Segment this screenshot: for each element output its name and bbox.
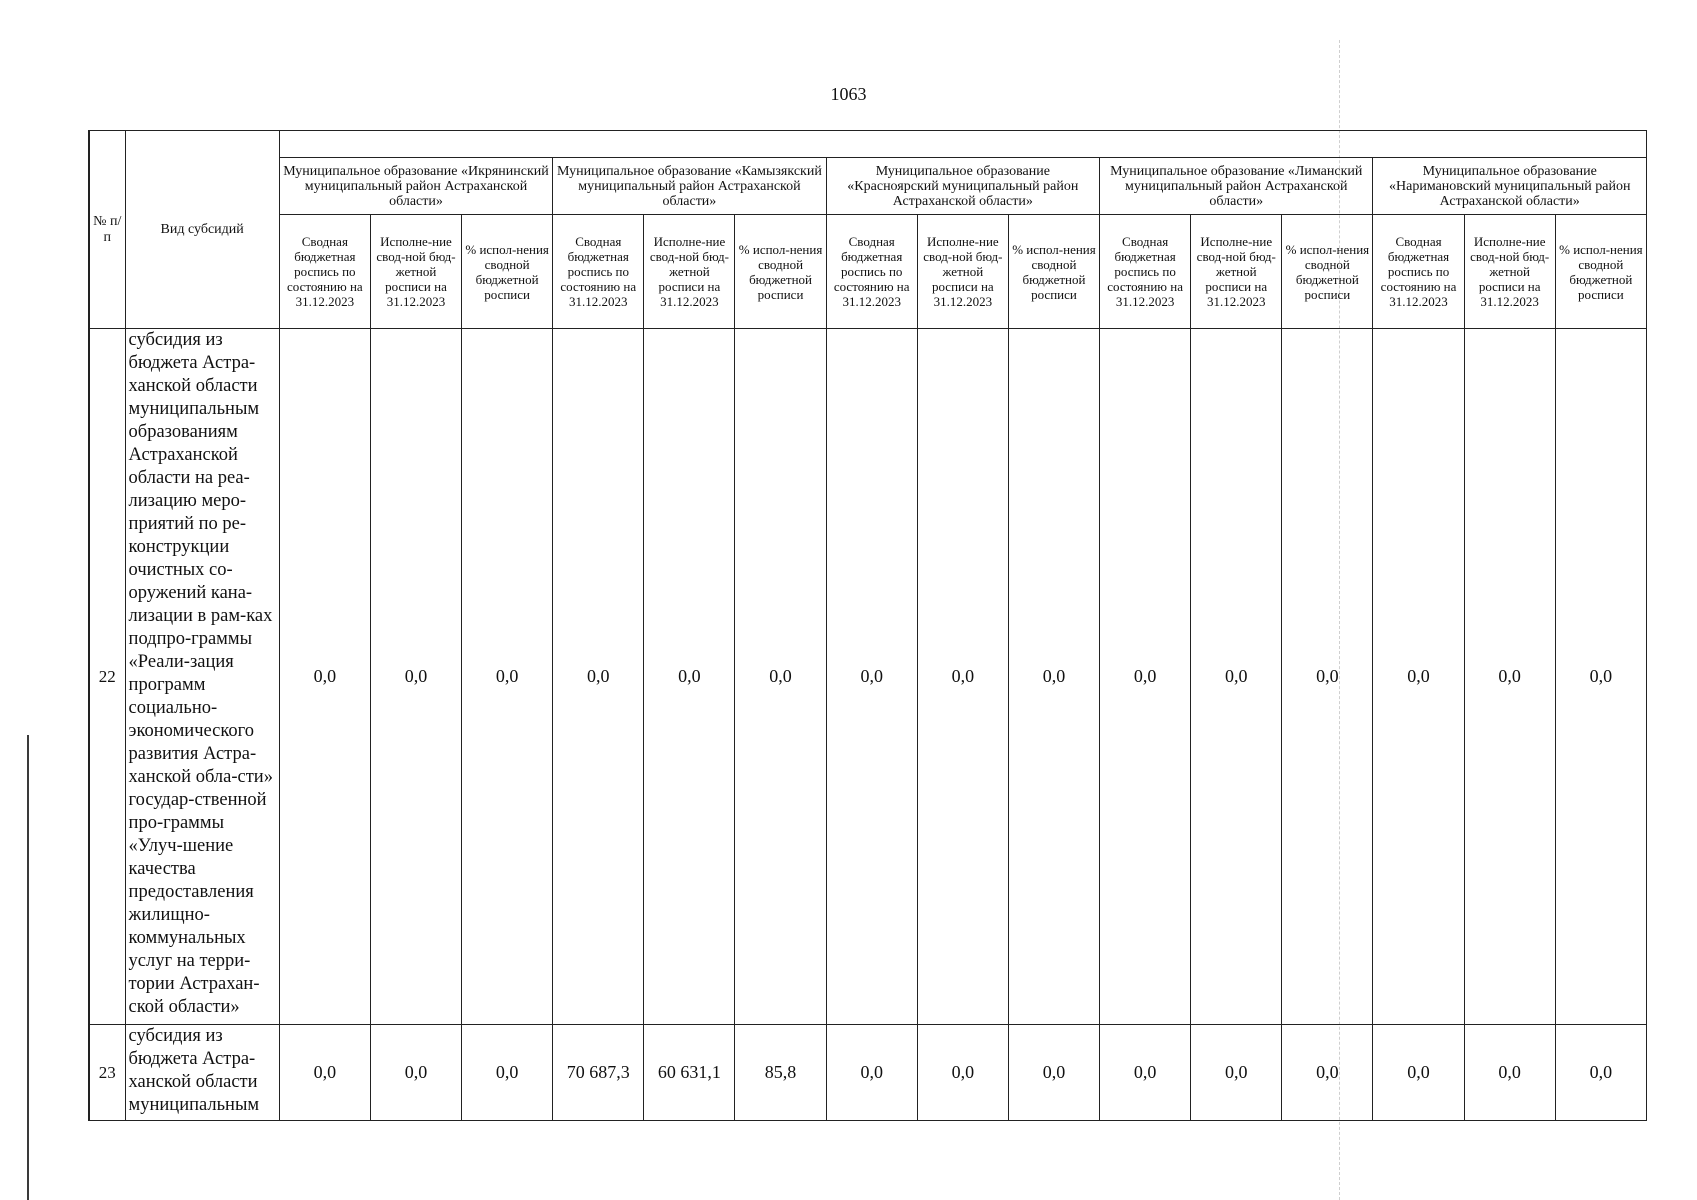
value-cell: 0,0 — [1282, 1025, 1373, 1121]
value-cell: 0,0 — [279, 329, 370, 1025]
value-cell: 0,0 — [1555, 1025, 1646, 1121]
subsidy-table — [88, 130, 1647, 1121]
value-cell: 0,0 — [370, 329, 461, 1025]
value-cell: 0,0 — [1008, 1025, 1099, 1121]
value-cell: 0,0 — [735, 329, 826, 1025]
value-cell: 0,0 — [370, 1025, 461, 1121]
value-cell: 85,8 — [735, 1025, 826, 1121]
table-row — [89, 1025, 1647, 1121]
header-budget-execution: Исполне-ние свод-ной бюд-жетной росписи на 31.12.2023 — [644, 215, 735, 329]
value-cell: 0,0 — [1008, 329, 1099, 1025]
value-cell: 0,0 — [553, 329, 644, 1025]
header-spacer — [279, 131, 1646, 158]
header-budget-execution: Исполне-ние свод-ной бюд-жетной росписи на 31.12.2023 — [1191, 215, 1282, 329]
header-subsidy-type: Вид субсидий — [125, 131, 279, 329]
header-execution-percent: % испол-нения сводной бюджетной росписи — [462, 215, 553, 329]
value-cell: 0,0 — [462, 329, 553, 1025]
value-cell: 60 631,1 — [644, 1025, 735, 1121]
header-budget-execution: Исполне-ние свод-ной бюд-жетной росписи на 31.12.2023 — [917, 215, 1008, 329]
value-cell: 0,0 — [1555, 329, 1646, 1025]
value-cell: 0,0 — [1464, 329, 1555, 1025]
header-municipality-kamyzyaksky: Муниципальное образование «Камызякский муниципальный район Астраханской области» — [553, 158, 826, 215]
scan-edge-line — [27, 735, 29, 1200]
value-cell: 0,0 — [1100, 1025, 1191, 1121]
header-budget-execution: Исполне-ние свод-ной бюд-жетной росписи на 31.12.2023 — [370, 215, 461, 329]
header-budget-plan: Сводная бюджетная роспись по состоянию на 31.12.2023 — [553, 215, 644, 329]
header-subcolumn-row — [89, 215, 1647, 329]
header-execution-percent: % испол-нения сводной бюджетной росписи — [1282, 215, 1373, 329]
value-cell: 0,0 — [462, 1025, 553, 1121]
value-cell: 0,0 — [1100, 329, 1191, 1025]
value-cell: 0,0 — [1464, 1025, 1555, 1121]
value-cell: 0,0 — [1373, 1025, 1464, 1121]
header-budget-plan: Сводная бюджетная роспись по состоянию на 31.12.2023 — [1100, 215, 1191, 329]
subsidy-description: субсидия из бюджета Астра-ханской области муниципальным — [125, 1025, 279, 1121]
value-cell: 0,0 — [917, 329, 1008, 1025]
header-budget-plan: Сводная бюджетная роспись по состоянию на 31.12.2023 — [1373, 215, 1464, 329]
header-municipality-limansky: Муниципальное образование «Лиманский муниципальный район Астраханской области» — [1100, 158, 1373, 215]
page-number: 1063 — [830, 84, 867, 104]
subsidy-description: субсидия из бюджета Астра-ханской области муниципальным образованиям Астраханской области на реа-лизацию меро-приятий по ре-конструкции очистных со-оружений кана-лизации в рам-ках подпро-граммы «Реали-зация программ социально-экономического развития Астра-ханской обла-сти» государ-ственной про-граммы «Улуч-шение качества предоставления жилищно-коммунальных услуг на терри-тории Астрахан-ской области» — [125, 329, 279, 1025]
value-cell: 0,0 — [917, 1025, 1008, 1121]
value-cell: 0,0 — [1373, 329, 1464, 1025]
value-cell: 0,0 — [1191, 1025, 1282, 1121]
value-cell: 0,0 — [826, 329, 917, 1025]
header-execution-percent: % испол-нения сводной бюджетной росписи — [1555, 215, 1646, 329]
value-cell: 0,0 — [826, 1025, 917, 1121]
value-cell: 0,0 — [1282, 329, 1373, 1025]
header-municipality-ikryaninsky: Муниципальное образование «Икрянинский муниципальный район Астраханской области» — [279, 158, 552, 215]
row-number: 22 — [89, 329, 125, 1025]
header-budget-execution: Исполне-ние свод-ной бюд-жетной росписи на 31.12.2023 — [1464, 215, 1555, 329]
value-cell: 0,0 — [279, 1025, 370, 1121]
header-municipality-krasnoyarsky: Муниципальное образование «Красноярский муниципальный район Астраханской области» — [826, 158, 1099, 215]
header-budget-plan: Сводная бюджетная роспись по состоянию на 31.12.2023 — [279, 215, 370, 329]
value-cell: 0,0 — [1191, 329, 1282, 1025]
row-number: 23 — [89, 1025, 125, 1121]
value-cell: 0,0 — [644, 329, 735, 1025]
header-execution-percent: % испол-нения сводной бюджетной росписи — [735, 215, 826, 329]
header-number: № п/п — [89, 131, 125, 329]
header-execution-percent: % испол-нения сводной бюджетной росписи — [1008, 215, 1099, 329]
header-top-row — [89, 131, 1647, 158]
header-municipality-narimanovsky: Муниципальное образование «Наримановский муниципальный район Астраханской области» — [1373, 158, 1647, 215]
table-row — [89, 329, 1647, 1025]
header-budget-plan: Сводная бюджетная роспись по состоянию на 31.12.2023 — [826, 215, 917, 329]
header-municipality-row — [89, 158, 1647, 215]
value-cell: 70 687,3 — [553, 1025, 644, 1121]
